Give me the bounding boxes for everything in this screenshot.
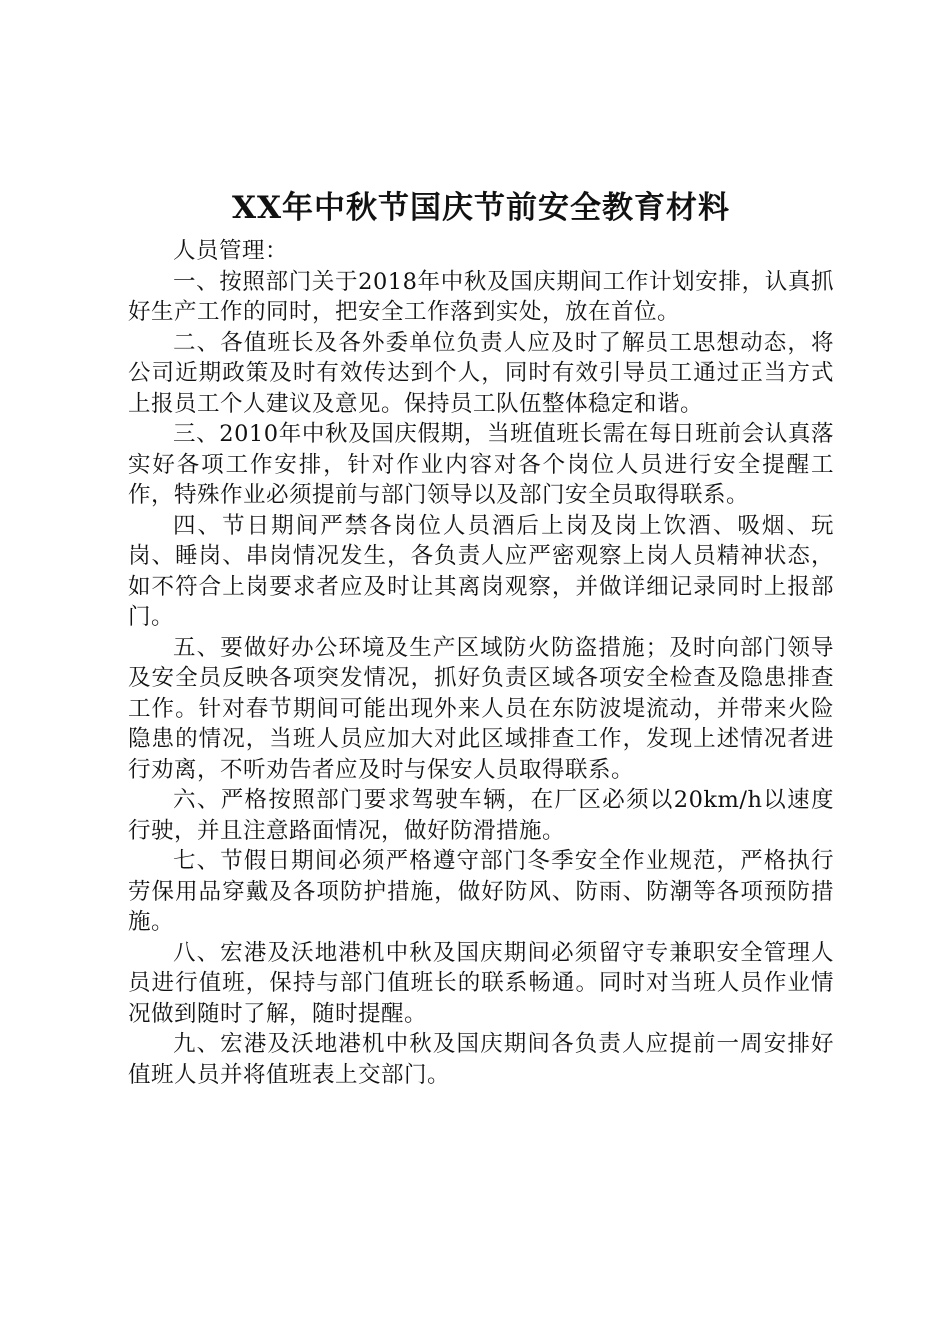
section-heading-personnel: 人员管理：	[173, 238, 289, 264]
paragraph-item-3: 三、2010年中秋及国庆假期，当班值班长需在每日班前会认真落实好各项工作安排，针对作业内容对各个岗位人员进行安全提醒工作，特殊作业必须提前与部门领导以及部门安全员取得联系。	[128, 421, 834, 508]
paragraph-item-2: 二、各值班长及各外委单位负责人应及时了解员工思想动态，将公司近期政策及时有效传达到个人，同时有效引导员工通过正当方式上报员工个人建议及意见。保持员工队伍整体稳定和谐。	[128, 329, 834, 417]
paragraph-item-8: 八、宏港及沃地港机中秋及国庆期间必须留守专兼职安全管理人员进行值班，保持与部门值班长的联系畅通。同时对当班人员作业情况做到随时了解，随时提醒。	[128, 939, 834, 1027]
paragraph-item-1: 一、按照部门关于2018年中秋及国庆期间工作计划安排，认真抓好生产工作的同时，把安全工作落到实处，放在首位。	[128, 268, 834, 325]
document-title: XX年中秋节国庆节前安全教育材料	[231, 190, 731, 226]
paragraph-item-9: 九、宏港及沃地港机中秋及国庆期间各负责人应提前一周安排好值班人员并将值班表上交部门。	[128, 1031, 834, 1088]
document-page	[128, 186, 834, 1090]
paragraph-item-7: 七、节假日期间必须严格遵守部门冬季安全作业规范，严格执行劳保用品穿戴及各项防护措施，做好防风、防雨、防潮等各项预防措施。	[128, 848, 834, 935]
paragraph-item-6: 六、严格按照部门要求驾驶车辆，在厂区必须以20km/h以速度行驶，并且注意路面情况，做好防滑措施。	[128, 787, 834, 844]
paragraph-item-4: 四、节日期间严禁各岗位人员酒后上岗及岗上饮酒、吸烟、玩岗、睡岗、串岗情况发生，各负责人应严密观察上岗人员精神状态，如不符合上岗要求者应及时让其离岗观察，并做详细记录同时上报部门。	[128, 512, 834, 630]
paragraph-item-5: 五、要做好办公环境及生产区域防火防盗措施；及时向部门领导及安全员反映各项突发情况，抓好负责区域各项安全检查及隐患排查工作。针对春节期间可能出现外来人员在东防波堤流动，并带来火险隐患的情况，当班人员应加大对此区域排查工作，发现上述情况者进行劝离，不听劝告者应及时与保安人员取得联系。	[128, 634, 834, 783]
